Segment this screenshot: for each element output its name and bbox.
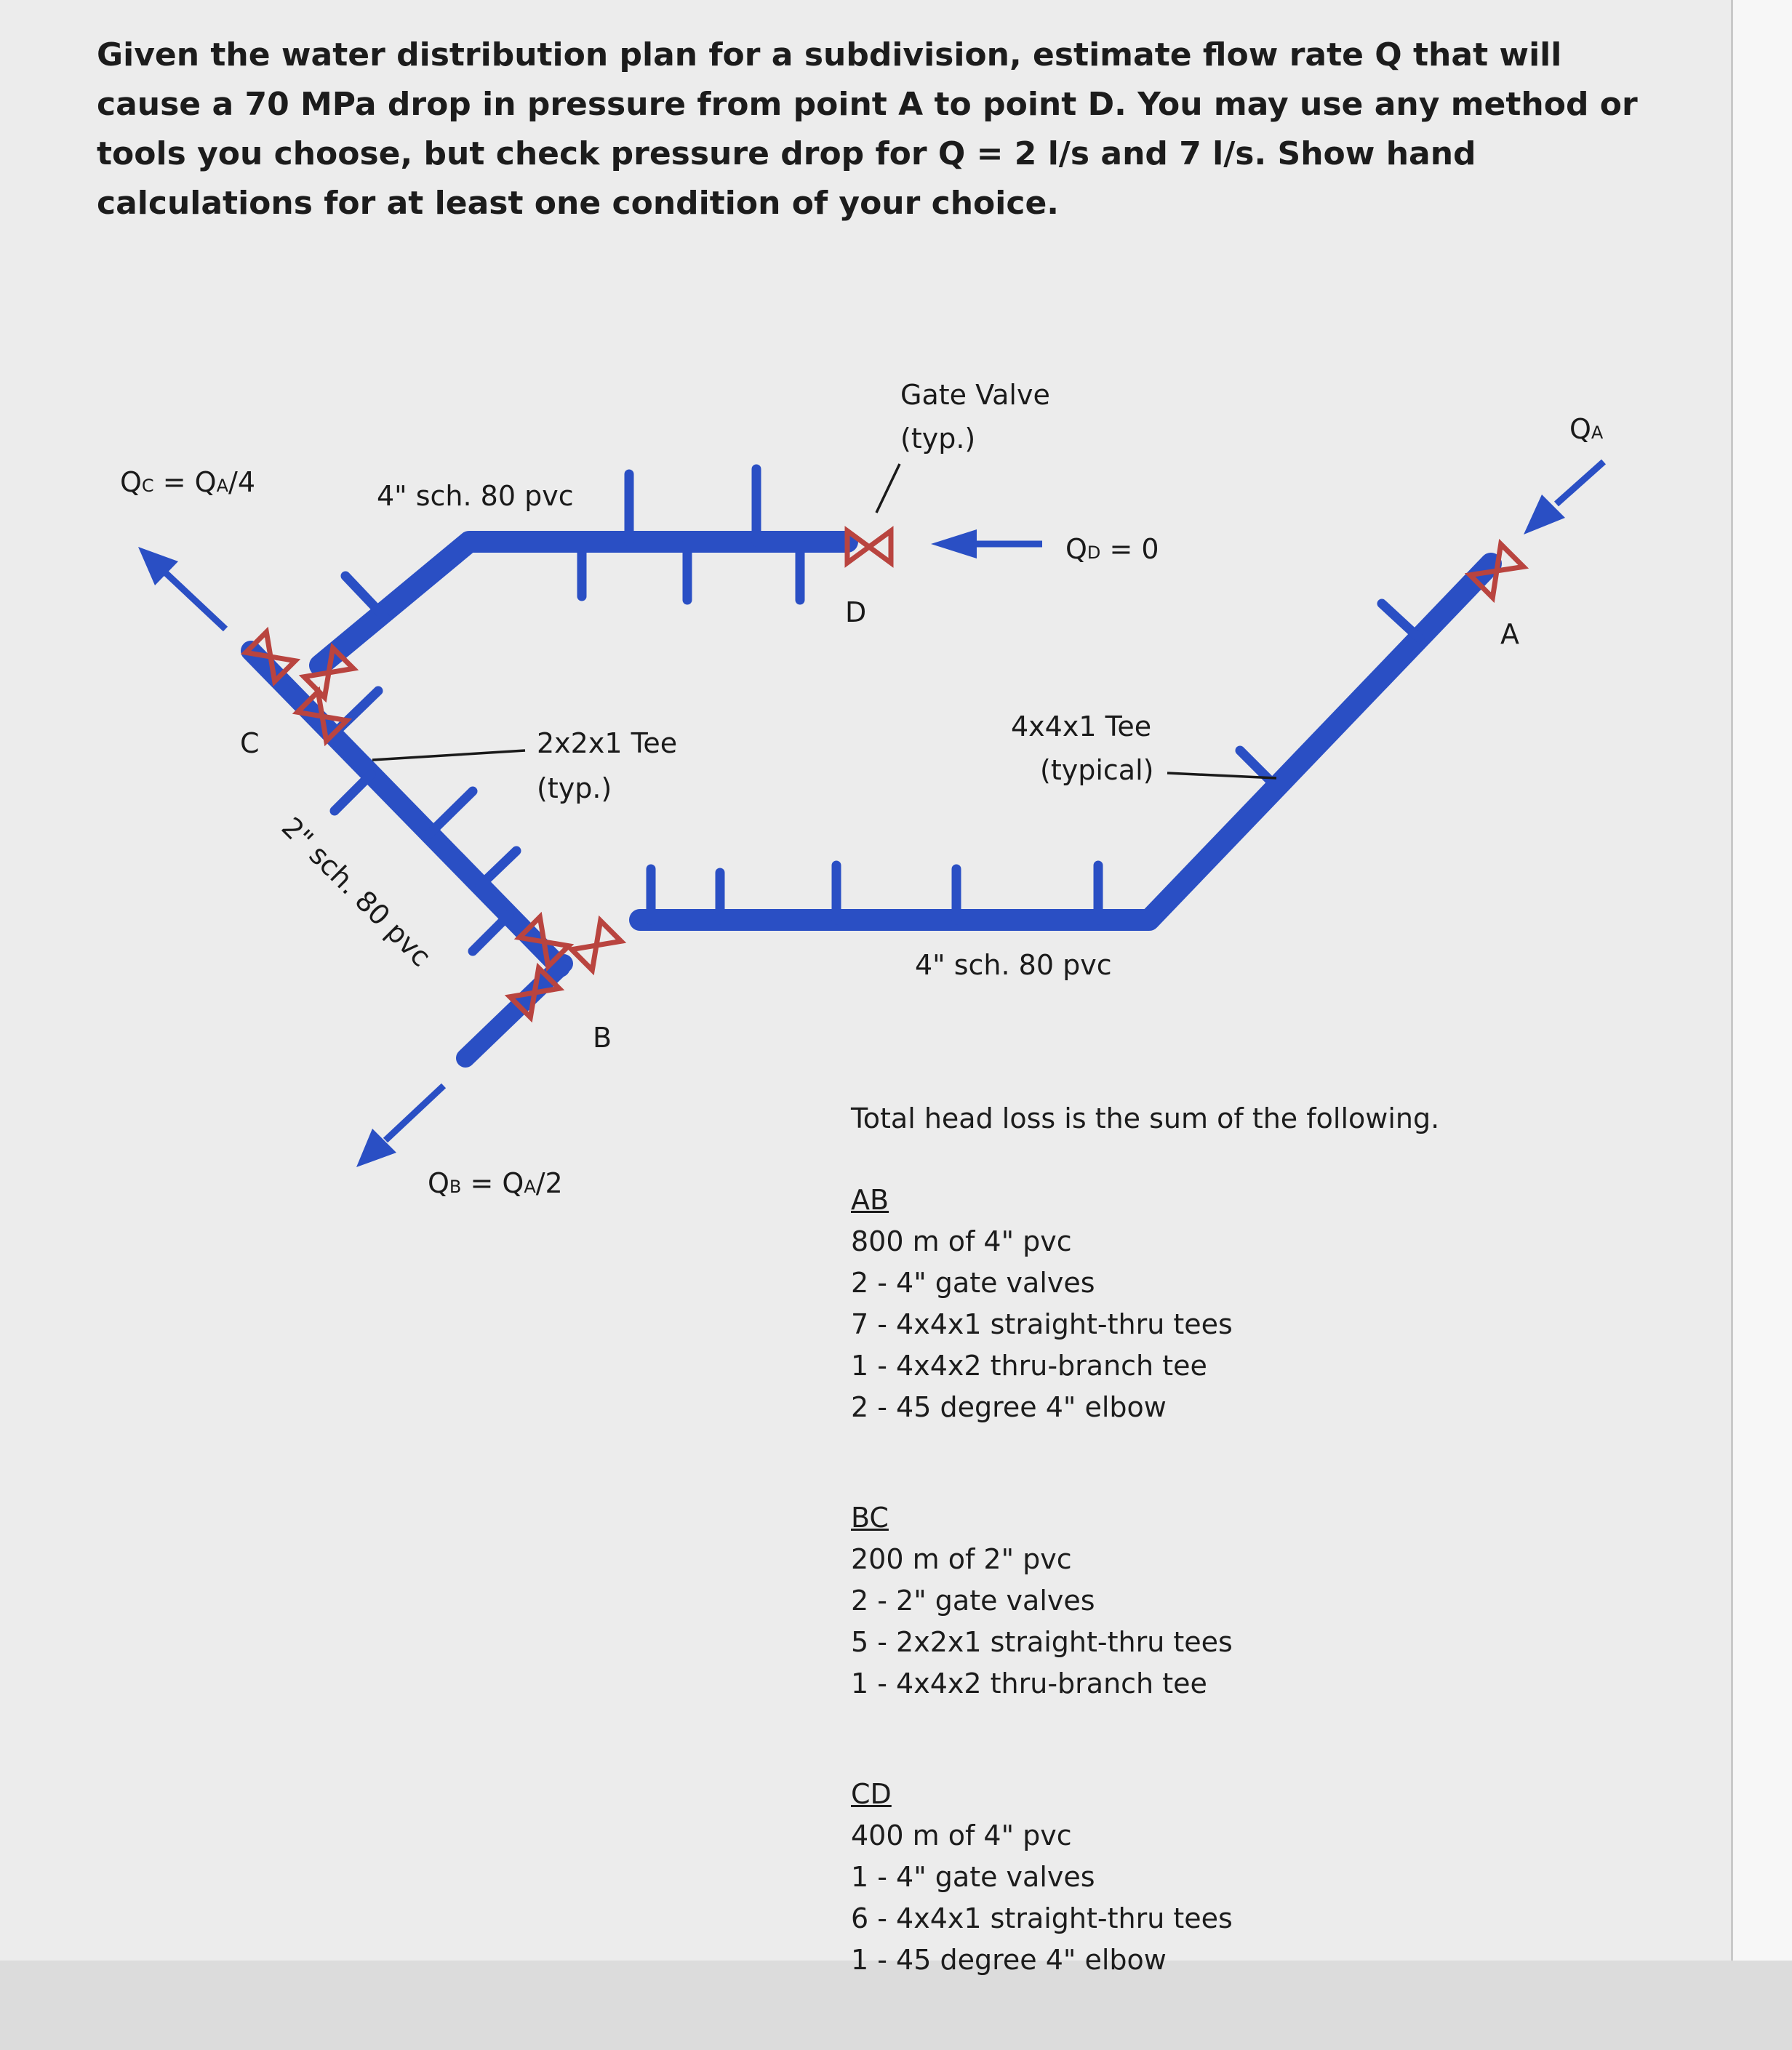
flow-label-qa: QA — [1569, 413, 1604, 445]
list-item: 2 - 4" gate valves — [851, 1267, 1095, 1299]
flow-label-qb: QB = QA/2 — [428, 1167, 563, 1199]
notes-intro: Total head loss is the sum of the following. — [851, 1102, 1440, 1134]
tee-2x2-typ-label: (typ.) — [537, 772, 612, 804]
section-title: CD — [851, 1778, 892, 1810]
list-item: 1 - 4x4x2 thru-branch tee — [851, 1667, 1207, 1699]
flow-label-qd: QD = 0 — [1065, 533, 1159, 565]
pipe-label-top: 4" sch. 80 pvc — [377, 480, 574, 512]
section-title: AB — [851, 1184, 889, 1216]
point-label-b: B — [593, 1022, 612, 1054]
list-item: 1 - 4x4x2 thru-branch tee — [851, 1350, 1207, 1382]
flow-arrows — [138, 462, 1604, 1167]
pipe-label-bottom: 4" sch. 80 pvc — [915, 949, 1112, 981]
list-item: 1 - 4" gate valves — [851, 1861, 1095, 1893]
list-item: 7 - 4x4x1 straight-thru tees — [851, 1308, 1233, 1340]
tee-4x4-typ-label: (typical) — [1040, 754, 1154, 786]
section-ab — [851, 1180, 1651, 1428]
list-item: 6 - 4x4x1 straight-thru tees — [851, 1902, 1233, 1934]
list-item: 200 m of 2" pvc — [851, 1543, 1072, 1575]
gate-valve-typ-label: (typ.) — [900, 423, 976, 455]
list-item: 5 - 2x2x1 straight-thru tees — [851, 1626, 1233, 1658]
tee-2x2-label: 2x2x1 Tee — [537, 727, 678, 759]
point-label-a: A — [1500, 618, 1519, 650]
tee-4x4-label: 4x4x1 Tee — [1011, 710, 1152, 742]
list-item: 2 - 45 degree 4" elbow — [851, 1391, 1167, 1423]
point-label-c: C — [240, 727, 260, 759]
gate-valves — [246, 531, 1524, 1017]
list-item: 2 - 2" gate valves — [851, 1585, 1095, 1617]
section-cd — [851, 1774, 1651, 1981]
pipe-label-2in: 2" sch. 80 pvc — [275, 811, 438, 973]
list-item: 1 - 45 degree 4" elbow — [851, 1944, 1167, 1976]
point-label-d: D — [845, 596, 867, 628]
gate-valve-icon — [572, 921, 621, 970]
arrow-icon — [931, 529, 977, 558]
tee-stubs-diagonal-a — [1240, 604, 1420, 787]
list-item: 800 m of 4" pvc — [851, 1225, 1072, 1257]
head-loss-notes — [851, 1098, 1651, 2050]
list-item: 400 m of 4" pvc — [851, 1819, 1072, 1851]
section-bc — [851, 1497, 1651, 1705]
problem-statement: Given the water distribution plan for a subdivision, estimate flow rate Q that will cause a 70 MPa drop in pressure from point A to point D. You may use any method or tools you choose, but check pressure drop for Q = 2 l/s and 7 l/s. Show hand calculations for at least one condition of your choice. — [97, 36, 1638, 222]
section-title: BC — [851, 1502, 889, 1534]
flow-label-qc: QC = QA/4 — [120, 466, 256, 498]
gate-valve-label: Gate Valve — [900, 379, 1050, 411]
